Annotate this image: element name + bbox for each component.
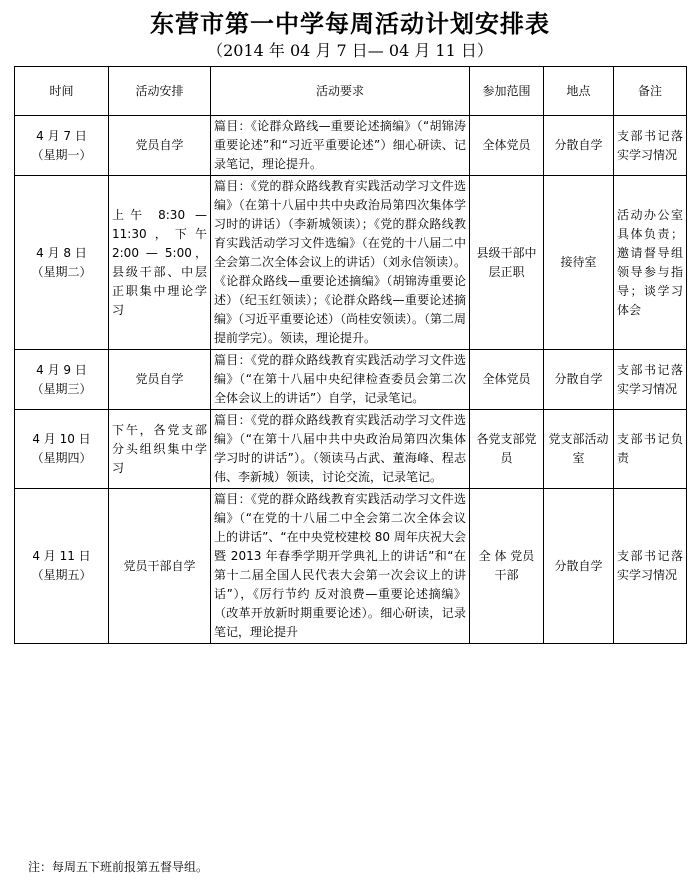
requirement-cell: 篇目：《党的群众路线教育实践活动学习文件选编》（在第十八届中共中央政治局第四次集体学习时的讲话）（李新城领读）；《党的群众路线教育实践活动学习文件选编》（在党的十八届二中全会第二次全体会议上的讲话）（刘永信领读）。《论群众路线—重要论述摘编》（胡锦涛重要论述）（纪玉红领读）；《论群众路线—重要论述摘编》（习近平重要论述）（尚桂安领读）。（第二周提前学完）。领读，理论提升。 <box>211 176 470 350</box>
place-cell: 分散自学 <box>544 116 614 176</box>
table-row <box>15 176 687 350</box>
remark-cell: 支部书记负责 <box>614 410 687 489</box>
footnote: 注：每周五下班前报第五督导组。 <box>28 860 209 874</box>
weekday-text: （星期五） <box>31 568 92 582</box>
requirement-cell: 篇目：《党的群众路线教育实践活动学习文件选编》（“在第十八届中共中央政治局第四次集体学习时的讲话”）。（领读马占武、董海峰、程志伟、李新城）领读，讨论交流，记录笔记。 <box>211 410 470 489</box>
remark-cell: 支部书记落实学习情况 <box>614 350 687 410</box>
place-cell: 接待室 <box>544 176 614 350</box>
remark-cell: 支部书记落实学习情况 <box>614 116 687 176</box>
requirement-cell: 篇目：《党的群众路线教育实践活动学习文件选编》（“在党的十八届二中全会第二次全体会议上的讲话”、“在中央党校建校 80 周年庆祝大会暨 2013 年春季学期开学典礼上的讲话”和“在第十二届全国人民代表大会第一次会议上的讲话”），《厉行节约 反对浪费—重要论述摘编》（改革开放新时期重要论述）。细心研读，记录笔记，理论提升 <box>211 489 470 644</box>
table-row <box>15 116 687 176</box>
header-activity: 活动安排 <box>109 67 211 116</box>
place-cell: 分散自学 <box>544 489 614 644</box>
scope-cell: 全体党员 <box>470 350 544 410</box>
scope-cell: 全 体 党员干部 <box>470 489 544 644</box>
activity-cell: 上午 8:30 — 11:30，下午 2:00 — 5:00，县级干部、中层正职集中理论学习 <box>109 176 211 350</box>
activity-cell: 党员干部自学 <box>109 489 211 644</box>
activity-cell: 党员自学 <box>109 116 211 176</box>
weekday-text: （星期二） <box>31 264 92 279</box>
header-requirement: 活动要求 <box>211 67 470 116</box>
activity-cell: 党员自学 <box>109 350 211 410</box>
header-row <box>15 67 687 116</box>
page-title: 东营市第一中学每周活动计划安排表 <box>150 9 550 38</box>
header-time: 时间 <box>15 67 109 116</box>
requirement-cell: 篇目：《党的群众路线教育实践活动学习文件选编》（“在第十八届中央纪律检查委员会第二次全体会议上的讲话”）自学，记录笔记。 <box>211 350 470 410</box>
place-cell: 分散自学 <box>544 350 614 410</box>
remark-cell: 活动办公室具体负责；邀请督导组领导参与指导；谈学习体会 <box>614 176 687 350</box>
time-cell <box>15 489 109 644</box>
weekday-text: （星期一） <box>31 147 92 162</box>
requirement-cell: 篇目：《论群众路线—重要论述摘编》（“胡锦涛重要论述”和“习近平重要论述”）细心研读、记录笔记，理论提升。 <box>211 116 470 176</box>
date-text: 4 月 7 日 <box>36 128 87 143</box>
scope-cell: 全体党员 <box>470 116 544 176</box>
time-cell <box>15 116 109 176</box>
header-remark: 备注 <box>614 67 687 116</box>
weekday-text: （星期三） <box>31 381 92 396</box>
remark-cell: 支部书记落实学习情况 <box>614 489 687 644</box>
table-row <box>15 350 687 410</box>
activity-cell: 下午，各党支部分头组织集中学习 <box>109 410 211 489</box>
header-place: 地点 <box>544 67 614 116</box>
date-text: 4 月 8 日 <box>36 245 87 260</box>
table-row <box>15 410 687 489</box>
header-scope: 参加范围 <box>470 67 544 116</box>
time-cell <box>15 410 109 489</box>
scope-cell: 各党支部党员 <box>470 410 544 489</box>
time-cell <box>15 176 109 350</box>
place-cell: 党支部活动室 <box>544 410 614 489</box>
schedule-table <box>14 66 687 644</box>
date-text: 4 月 10 日 <box>32 432 91 446</box>
date-text: 4 月 11 日 <box>32 549 91 563</box>
time-cell <box>15 350 109 410</box>
table-row <box>15 489 687 644</box>
scope-cell: 县级干部中层正职 <box>470 176 544 350</box>
date-text: 4 月 9 日 <box>36 362 87 377</box>
weekday-text: （星期四） <box>31 451 92 465</box>
date-range-subtitle: （2014 年 04 月 7 日— 04 月 11 日） <box>207 41 493 60</box>
